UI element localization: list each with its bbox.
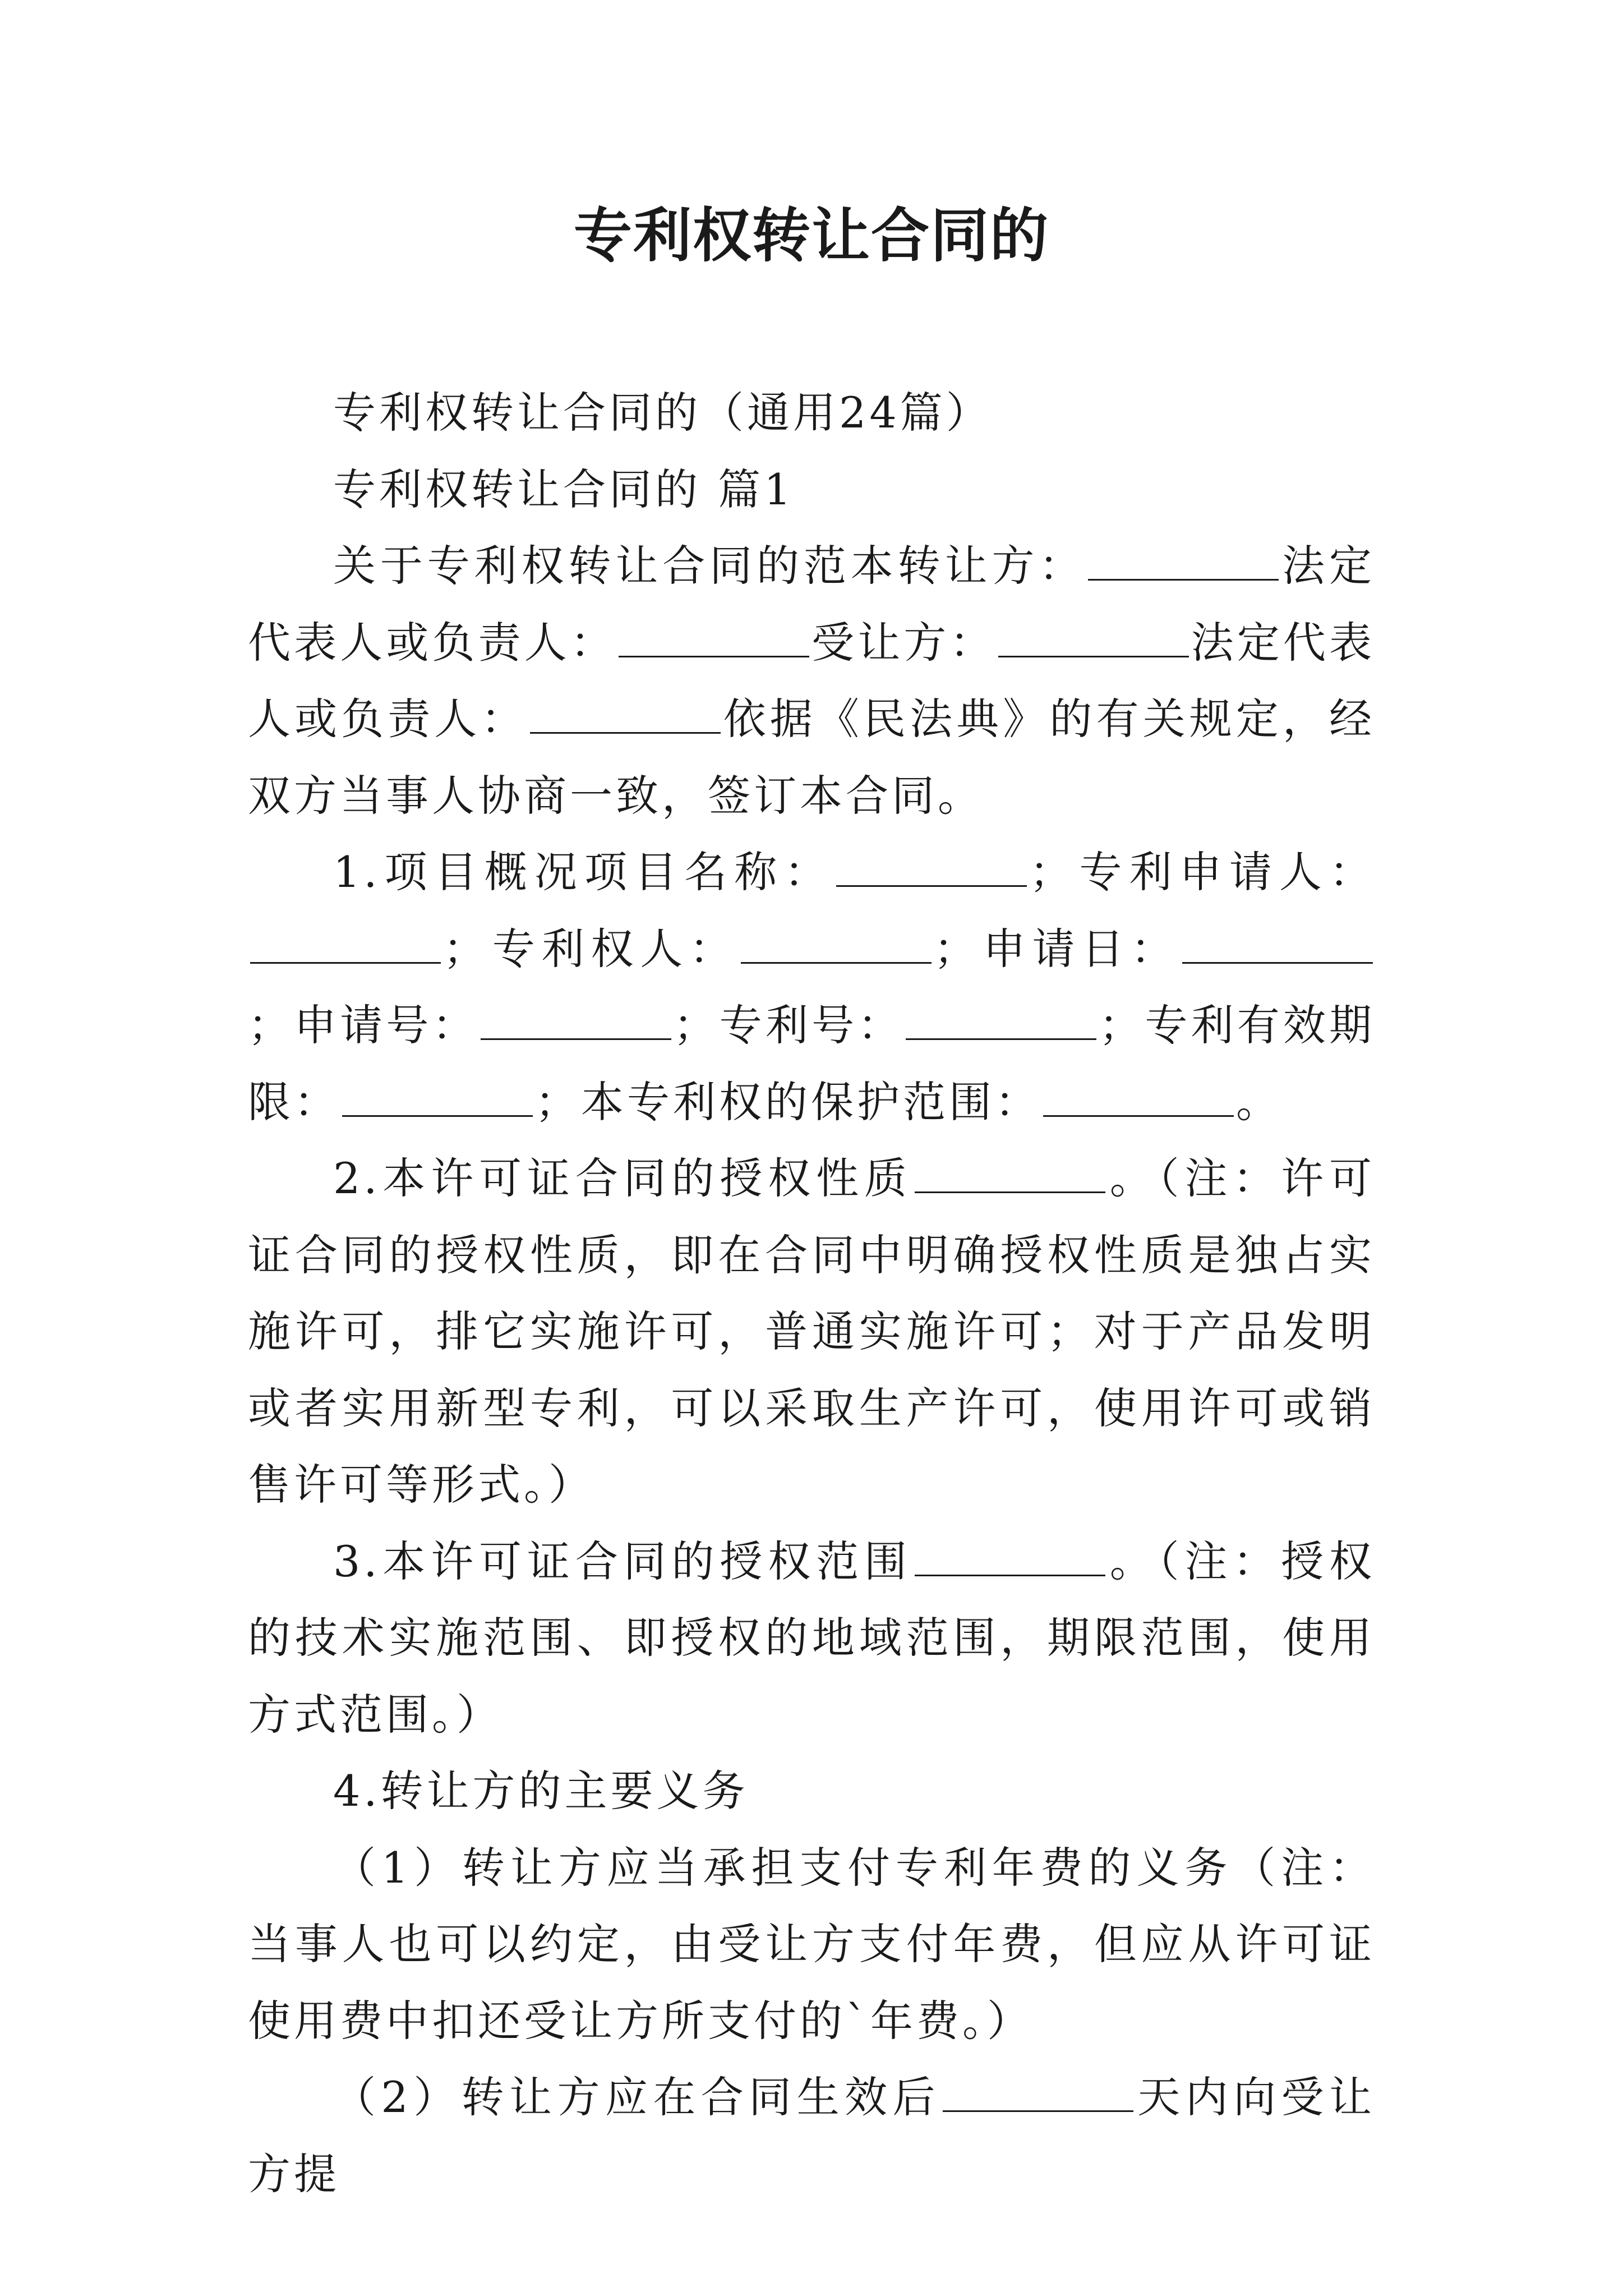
paragraph-text: ；专利号： bbox=[673, 1000, 904, 1050]
paragraph-text: 受让方： bbox=[811, 617, 996, 668]
fill-in-blank bbox=[1182, 921, 1373, 963]
paragraph-text: ；申请日： bbox=[933, 923, 1181, 974]
paragraph-clause-2 bbox=[248, 1140, 1375, 1524]
paragraph-text: 法定代表人或负责人： bbox=[248, 541, 1376, 668]
paragraph-subtitle bbox=[248, 375, 1375, 452]
paragraph-text: 关于专利权转让合同的范本转让方： bbox=[333, 541, 1086, 591]
document-body bbox=[248, 375, 1375, 2212]
fill-in-blank bbox=[342, 1074, 533, 1116]
fill-in-blank bbox=[481, 998, 671, 1040]
paragraph-clause-1 bbox=[248, 834, 1375, 1140]
fill-in-blank bbox=[250, 921, 441, 963]
fill-in-blank bbox=[741, 921, 932, 963]
paragraph-article-heading bbox=[248, 452, 1375, 528]
fill-in-blank bbox=[836, 845, 1027, 887]
fill-in-blank bbox=[915, 1534, 1105, 1576]
paragraph-text: 2.本许可证合同的授权性质 bbox=[333, 1153, 912, 1203]
paragraph-clause-4-1 bbox=[248, 1830, 1375, 2060]
paragraph-text: 专利权转让合同的（通用24篇） bbox=[333, 388, 992, 438]
paragraph-preamble bbox=[248, 528, 1375, 834]
fill-in-blank bbox=[915, 1151, 1105, 1193]
fill-in-blank bbox=[530, 692, 721, 734]
paragraph-text: ；申请号： bbox=[248, 1000, 478, 1050]
paragraph-text: 3.本许可证合同的授权范围 bbox=[333, 1536, 912, 1586]
paragraph-text: （2）转让方应在合同生效后 bbox=[333, 2072, 940, 2122]
paragraph-clause-3 bbox=[248, 1524, 1375, 1754]
fill-in-blank bbox=[1088, 539, 1279, 581]
paragraph-clause-4-2 bbox=[248, 2059, 1375, 2212]
fill-in-blank bbox=[998, 615, 1189, 657]
paragraph-text: 专利权转让合同的 篇1 bbox=[333, 464, 795, 514]
paragraph-text: （1）转让方应当承担支付专利年费的义务（注：当事人也可以约定，由受让方支付年费，但应从许可证使用费中扣还受让方所支付的`年费。） bbox=[248, 1842, 1375, 2046]
fill-in-blank bbox=[943, 2070, 1133, 2112]
paragraph-text: 天内向受让方提 bbox=[248, 2072, 1375, 2199]
paragraph-text: ；本专利权的保护范围： bbox=[535, 1076, 1041, 1127]
paragraph-text: ；专利申请人： bbox=[1029, 847, 1376, 897]
paragraph-text: ；专利有效期限： bbox=[248, 1000, 1376, 1127]
paragraph-text: 法定代表人或负责人： bbox=[248, 617, 1376, 744]
paragraph-text: 。 bbox=[1236, 1076, 1282, 1127]
paragraph-text: 。（注：授权的技术实施范围、即授权的地域范围，期限范围，使用方式范围。） bbox=[248, 1536, 1376, 1740]
fill-in-blank bbox=[1043, 1074, 1234, 1116]
paragraph-text: 4.转让方的主要义务 bbox=[333, 1766, 749, 1816]
paragraph-text: 。（注：许可证合同的授权性质，即在合同中明确授权性质是独占实施许可，排它实施许可，普通实施许可；对于产品发明或者实用新型专利，可以采取生产许可，使用许可或销售许可等形式。） bbox=[248, 1153, 1376, 1510]
paragraph-clause-4 bbox=[248, 1753, 1375, 1830]
document-title: 专利权转让合同的 bbox=[573, 201, 1049, 270]
paragraph-text: ；专利权人： bbox=[443, 923, 739, 974]
fill-in-blank bbox=[906, 998, 1096, 1040]
fill-in-blank bbox=[619, 615, 809, 657]
paragraph-text: 依据《民法典》的有关规定，经双方当事人协商一致，签订本合同。 bbox=[248, 694, 1376, 821]
paragraph-text: 1.项目概况项目名称： bbox=[333, 847, 834, 897]
